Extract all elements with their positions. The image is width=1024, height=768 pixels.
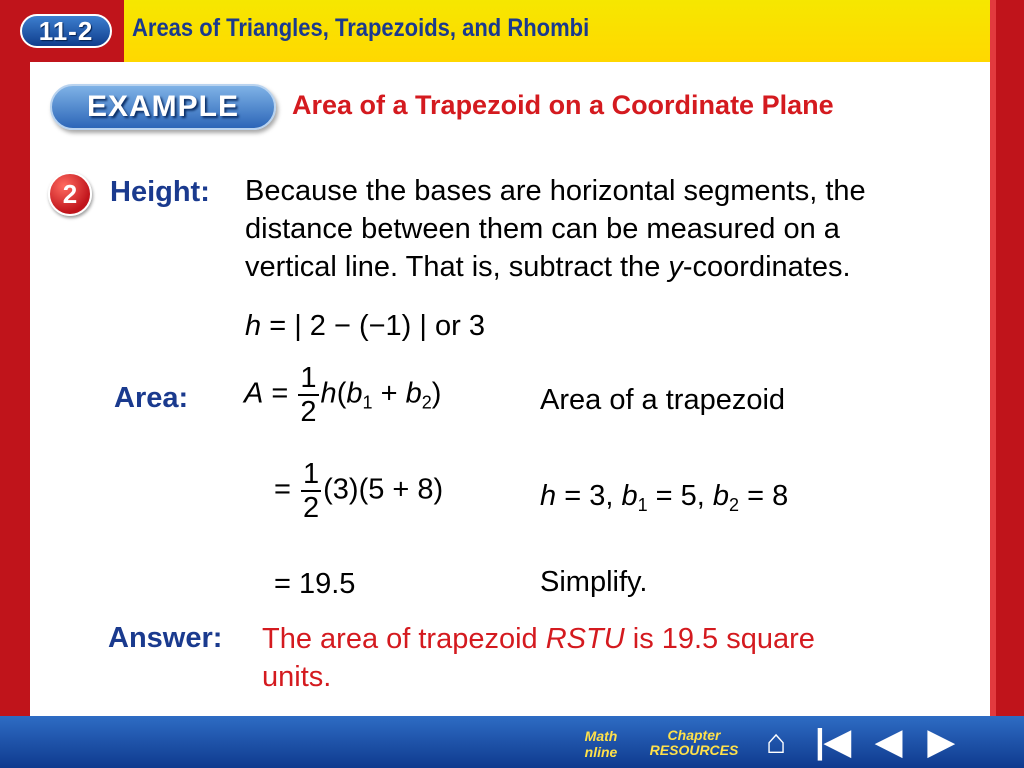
frame-left — [0, 0, 30, 768]
answer-line-1: The area of trapezoid RSTU is 19.5 square — [262, 623, 815, 655]
height-explanation — [245, 172, 866, 286]
height-line-1: Because the bases are horizontal segments, the — [245, 175, 866, 207]
previous-slide-icon[interactable]: ◀ — [875, 723, 903, 761]
frame-right — [996, 0, 1024, 768]
example-badge: EXAMPLE — [50, 84, 276, 130]
lesson-number-badge: 11-2 — [20, 14, 112, 48]
area-formula-note: Area of a trapezoid — [540, 384, 786, 416]
lesson-number-box — [0, 0, 124, 62]
math-online-button[interactable]: Math nline — [584, 728, 618, 760]
step-number-badge: 2 — [48, 172, 92, 216]
home-icon[interactable]: ⌂ — [765, 723, 787, 761]
answer-text — [262, 620, 815, 696]
area-substitution: = $\frac{1}{2}$ (3)(5 + 8) — [274, 458, 444, 524]
example-title: Area of a Trapezoid on a Coordinate Plane — [292, 90, 834, 120]
area-result-note: Simplify. — [540, 566, 648, 598]
answer-label: Answer: — [108, 622, 223, 654]
area-formula: A = $\frac{1}{2}$ $h(b_1 + b_2)$ — [244, 362, 442, 428]
height-line-2: distance between them can be measured on a — [245, 213, 840, 245]
fraction-one-half-2: $\frac{1}{2}$ — [303, 458, 320, 524]
area-result: = 19.5 — [274, 568, 356, 600]
area-substitution-note: h = 3, $b_1 = 5$, $b_2 = 8$ — [540, 480, 789, 515]
height-label: Height: — [110, 176, 210, 208]
next-slide-icon[interactable]: ▶ — [927, 723, 955, 761]
answer-line-2: units. — [262, 661, 332, 693]
height-line-3: vertical line. That is, subtract the y-coordinates. — [245, 251, 851, 283]
chapter-resources-button[interactable]: Chapter RESOURCES — [649, 727, 739, 758]
height-equation: h = | 2 − (−1) | or 3 — [245, 310, 485, 342]
fraction-one-half: $\frac{1}{2}$ — [300, 362, 317, 428]
lesson-title: Areas of Triangles, Trapezoids, and Rhombi — [132, 14, 590, 42]
area-label: Area: — [114, 382, 189, 414]
first-slide-icon[interactable]: |◀ — [815, 723, 851, 761]
